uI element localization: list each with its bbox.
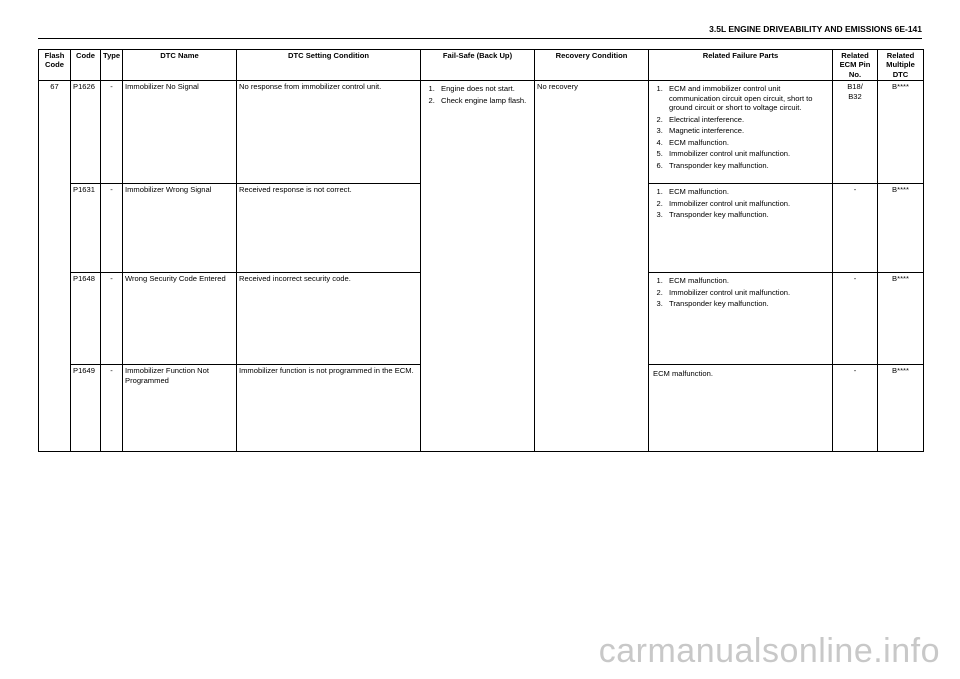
col-header: DTC Setting Condition	[237, 50, 421, 81]
table-row	[39, 81, 924, 184]
code-cell: P1649	[71, 365, 101, 452]
failure-parts-cell	[649, 184, 833, 273]
failure-part-item: 6. Transponder key malfunction.	[665, 161, 830, 170]
type-cell: -	[101, 273, 123, 365]
failure-part-item: 2. Immobilizer control unit malfunction.	[665, 288, 830, 297]
col-header: DTC Name	[123, 50, 237, 81]
header-rule	[38, 38, 922, 39]
ecm-pin-cell: -	[833, 365, 878, 452]
failure-part-item: 4. ECM malfunction.	[665, 138, 830, 147]
failure-parts-cell	[649, 273, 833, 365]
col-header: Type	[101, 50, 123, 81]
dtc-name-cell: Immobilizer Function Not Programmed	[123, 365, 237, 452]
condition-cell: No response from immobilizer control unit.	[237, 81, 421, 184]
watermark: carmanualsonline.info	[598, 632, 940, 670]
failure-part-text: ECM malfunction.	[653, 369, 713, 379]
failure-part-item: 1. ECM and immobilizer control unit communication circuit open circuit, short to ground circuit or short to voltage circuit.	[665, 84, 830, 112]
failure-part-item: 3. Transponder key malfunction.	[665, 299, 830, 308]
failure-part-item: 1. ECM malfunction.	[665, 276, 830, 285]
col-header: Code	[71, 50, 101, 81]
failure-part-item: 5. Immobilizer control unit malfunction.	[665, 149, 830, 158]
flash-code-cell: 67	[39, 81, 71, 452]
dtc-name-cell: Immobilizer Wrong Signal	[123, 184, 237, 273]
dtc-name-cell: Wrong Security Code Entered	[123, 273, 237, 365]
code-cell: P1648	[71, 273, 101, 365]
table-header-row	[39, 50, 924, 81]
failure-part-item: 2. Electrical interference.	[665, 115, 830, 124]
failure-parts-cell	[649, 365, 833, 452]
col-header: Fail-Safe (Back Up)	[421, 50, 535, 81]
ecm-pin-cell: -	[833, 184, 878, 273]
multiple-dtc-cell: B****	[878, 184, 924, 273]
multiple-dtc-cell: B****	[878, 273, 924, 365]
col-header: Flash Code	[39, 50, 71, 81]
condition-cell: Received incorrect security code.	[237, 273, 421, 365]
code-cell: P1631	[71, 184, 101, 273]
type-cell: -	[101, 365, 123, 452]
condition-cell: Immobilizer function is not programmed in the ECM.	[237, 365, 421, 452]
failure-part-item: 2. Immobilizer control unit malfunction.	[665, 199, 830, 208]
ecm-pin-cell: -	[833, 273, 878, 365]
col-header: Related Failure Parts	[649, 50, 833, 81]
failure-part-item: 3. Magnetic interference.	[665, 126, 830, 135]
type-cell: -	[101, 81, 123, 184]
fail-safe-cell	[421, 81, 535, 452]
col-header: Related ECM Pin No.	[833, 50, 878, 81]
multiple-dtc-cell: B****	[878, 81, 924, 184]
recovery-cell: No recovery	[535, 81, 649, 452]
condition-cell: Received response is not correct.	[237, 184, 421, 273]
dtc-name-cell: Immobilizer No Signal	[123, 81, 237, 184]
failure-part-item: 1. ECM malfunction.	[665, 187, 830, 196]
ecm-pin-cell: B18/ B32	[833, 81, 878, 184]
dtc-table	[38, 49, 924, 452]
code-cell: P1626	[71, 81, 101, 184]
multiple-dtc-cell: B****	[878, 365, 924, 452]
failure-parts-cell	[649, 81, 833, 184]
failure-part-item: 3. Transponder key malfunction.	[665, 210, 830, 219]
col-header: Recovery Condition	[535, 50, 649, 81]
fail-safe-item: 1. Engine does not start.	[437, 84, 532, 93]
page-header: 3.5L ENGINE DRIVEABILITY AND EMISSIONS 6E-141	[709, 24, 922, 34]
type-cell: -	[101, 184, 123, 273]
col-header: Related Multiple DTC	[878, 50, 924, 81]
fail-safe-item: 2. Check engine lamp flash.	[437, 96, 532, 105]
